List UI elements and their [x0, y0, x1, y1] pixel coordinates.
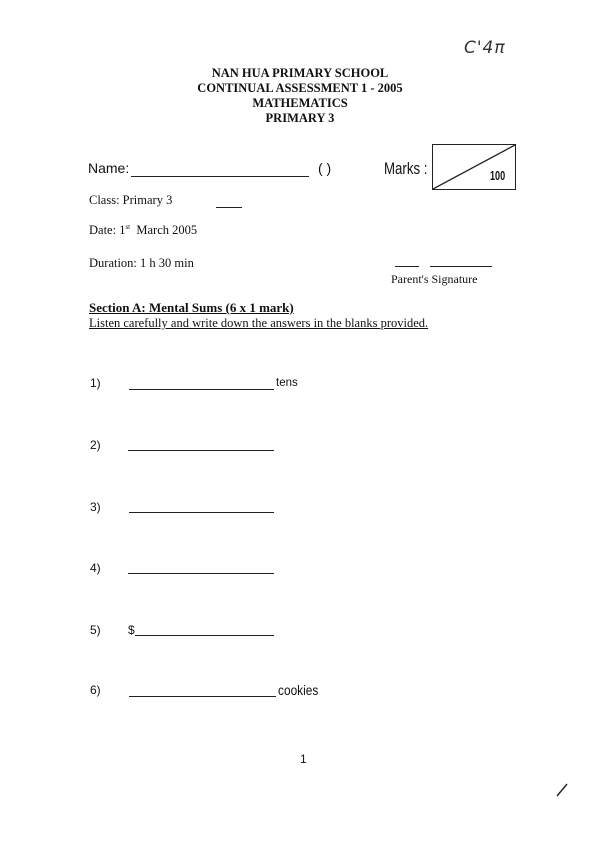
register-number-field[interactable]: ( ) [318, 160, 332, 176]
class-field[interactable] [216, 207, 242, 208]
question-number: 5) [90, 623, 101, 637]
answer-blank[interactable] [129, 696, 276, 697]
name-field[interactable] [131, 176, 309, 177]
question-number: 2) [90, 438, 101, 452]
level-title: PRIMARY 3 [265, 111, 335, 125]
name-label: Name: [88, 160, 130, 176]
school-name: NAN HUA PRIMARY SCHOOL [211, 66, 389, 80]
signature-line-a[interactable] [395, 266, 419, 267]
question-number: 3) [90, 500, 101, 514]
answer-unit: cookies [278, 682, 319, 698]
class-label: Class: Primary 3 [89, 193, 173, 207]
question-number: 6) [90, 683, 101, 697]
page-number: 1 [300, 752, 307, 766]
date-suffix: st [125, 223, 131, 231]
marks-box[interactable] [432, 144, 516, 190]
currency-symbol: $ [128, 623, 135, 637]
parent-signature-label: Parent's Signature [391, 272, 478, 286]
subject-title: MATHEMATICS [252, 96, 348, 110]
duration-label: Duration: 1 h 30 min [89, 256, 194, 270]
marks-label: Marks : [384, 159, 428, 178]
answer-blank[interactable] [128, 573, 274, 574]
answer-blank[interactable] [129, 512, 274, 513]
answer-blank[interactable] [129, 389, 274, 390]
marks-total: 100 [490, 168, 506, 183]
answer-blank[interactable] [135, 635, 274, 636]
section-title: Section A: Mental Sums (6 x 1 mark) [89, 300, 294, 315]
date-month-year: March 2005 [136, 223, 198, 238]
corner-handwritten-note: C'4π [464, 38, 506, 58]
section-instructions: Listen carefully and write down the answers in the blanks provided. [89, 316, 429, 330]
date-label [89, 223, 197, 238]
question-number: 1) [90, 376, 101, 390]
question-number: 4) [90, 561, 101, 575]
document-header [0, 66, 600, 126]
signature-line-b[interactable] [430, 266, 492, 267]
assessment-title: CONTINUAL ASSESSMENT 1 - 2005 [197, 81, 403, 95]
date-day: Date: 1 [89, 223, 126, 238]
answer-unit: tens [276, 377, 298, 389]
answer-blank[interactable] [128, 450, 274, 451]
stray-pen-mark-icon [555, 782, 569, 798]
